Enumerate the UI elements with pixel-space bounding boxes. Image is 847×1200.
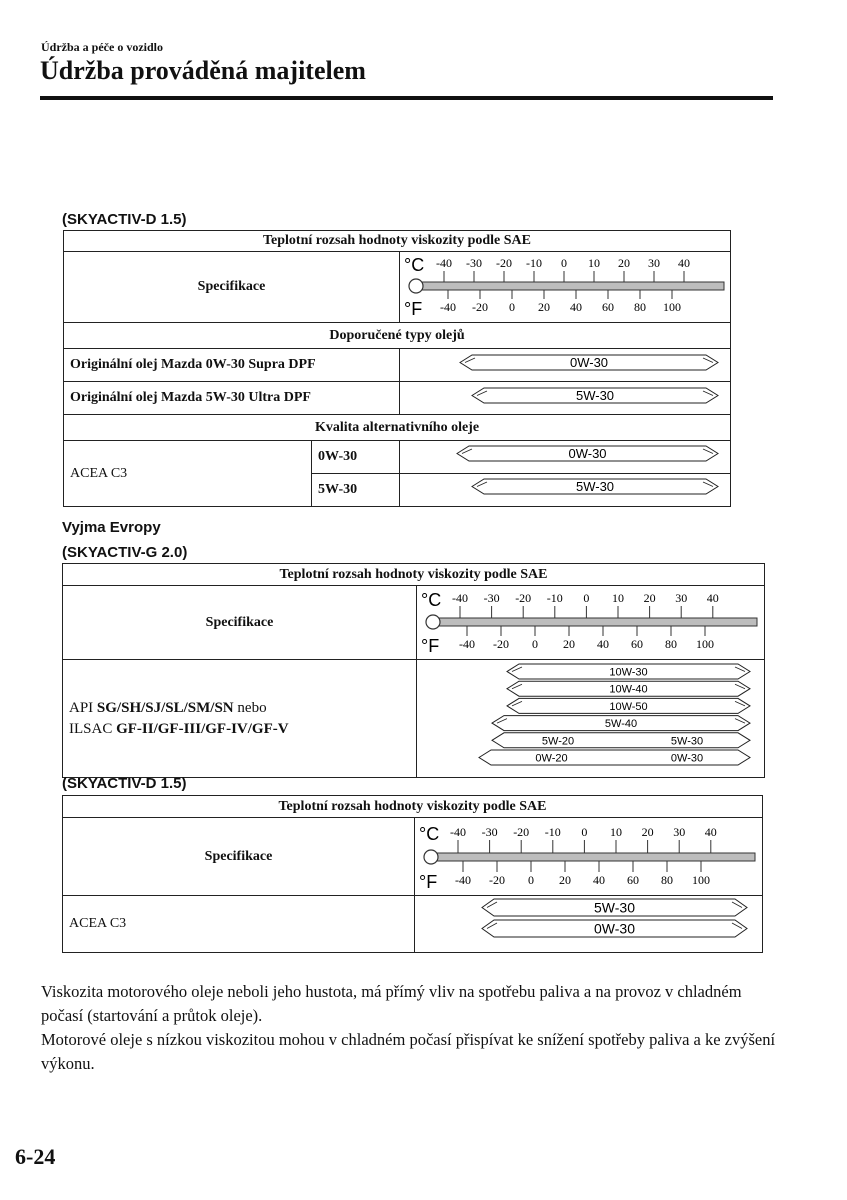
fahrenheit-tick-label: 80: [634, 300, 646, 314]
table1-alt-header: Kvalita alternativního oleje: [64, 415, 731, 441]
fahrenheit-tick-label: 60: [631, 637, 643, 651]
celsius-tick-label: 30: [648, 256, 660, 270]
celsius-tick-label: -30: [466, 256, 482, 270]
viscosity-bar-label: 10W-40: [609, 683, 648, 696]
fahrenheit-tick-label: -20: [493, 637, 509, 651]
table2-pre-label: Vyjma Evropy: [62, 519, 161, 536]
table1-row-name: Originální olej Mazda 5W-30 Ultra DPF: [64, 382, 400, 415]
temp-scale-svg: [417, 586, 765, 654]
celsius-tick-label: -10: [546, 591, 563, 605]
celsius-tick-label: -20: [496, 256, 512, 270]
viscosity-bar-label: 10W-30: [609, 666, 648, 679]
celsius-tick-label: 40: [704, 825, 717, 839]
table2-bars: [417, 660, 765, 772]
celsius-tick-label: 10: [588, 256, 600, 270]
celsius-tick-label: 0: [581, 825, 588, 839]
fahrenheit-tick-label: 80: [665, 637, 677, 651]
fahrenheit-unit: °F: [419, 872, 438, 890]
celsius-tick-label: 0: [561, 256, 567, 270]
celsius-tick-label: 40: [678, 256, 690, 270]
fahrenheit-ticks: [455, 873, 710, 887]
viscosity-bar-pair: [479, 750, 750, 765]
table2-temp-scale: [417, 586, 765, 660]
celsius-unit: °C: [419, 824, 440, 844]
paragraph: Viskozita motorového oleje neboli jeho hustota, má přímý vliv na spotřebu paliva a na provoz v chladném počasí (startování a průtok oleje).: [41, 982, 742, 1025]
table3-spec-label: Specifikace: [63, 818, 415, 896]
temp-scale-svg: [415, 818, 763, 890]
viscosity-bar: [472, 388, 718, 403]
fahrenheit-tick-label: -40: [440, 300, 456, 314]
table3-oil-spec: [62, 795, 763, 953]
fahrenheit-tick-label: -20: [472, 300, 488, 314]
viscosity-bar-label: 5W-30: [575, 479, 615, 495]
thermometer-tube: [435, 853, 755, 861]
table2-header: Teplotní rozsah hodnoty viskozity podle SAE: [63, 564, 765, 586]
fahrenheit-tick-label: 20: [563, 637, 575, 651]
fahrenheit-tick-label: -40: [455, 873, 471, 887]
viscosity-bar-label: 0W-30: [670, 752, 704, 765]
table1-alt-bar: [400, 474, 731, 501]
table3-spec: ACEA C3: [63, 896, 415, 953]
page-title: Údržba prováděná majitelem: [40, 56, 366, 85]
celsius-tick-label: 10: [610, 825, 622, 839]
table1-row-bar: [400, 382, 731, 409]
thermometer: [409, 271, 724, 299]
viscosity-bar: [507, 664, 750, 679]
celsius-tick-label: 30: [673, 825, 686, 839]
table3-header: Teplotní rozsah hodnoty viskozity podle SAE: [63, 796, 763, 818]
table1-label: (SKYACTIV-D 1.5): [62, 211, 187, 228]
thermometer-bulb: [424, 850, 438, 864]
fahrenheit-tick-label: 80: [661, 873, 673, 887]
fahrenheit-tick-label: 0: [509, 300, 515, 314]
fahrenheit-tick-label: 20: [538, 300, 550, 314]
fahrenheit-tick-label: 40: [597, 637, 609, 651]
thermometer-tube: [437, 618, 757, 626]
viscosity-bar: [482, 899, 747, 916]
viscosity-bar: [507, 698, 750, 713]
table2-spec: API SG/SH/SJ/SL/SM/SN nebo ILSAC GF-II/GF-III/GF-IV/GF-V: [63, 660, 417, 778]
page-number: 6-24: [15, 1144, 56, 1169]
thermometer-tube: [420, 282, 724, 290]
fahrenheit-ticks: [440, 300, 681, 314]
fahrenheit-ticks: [459, 637, 714, 651]
viscosity-bar-label: 0W-30: [568, 446, 607, 462]
fahrenheit-tick-label: 100: [696, 637, 714, 651]
table1-recommended-header: Doporučené typy olejů: [64, 323, 731, 349]
thermometer: [424, 840, 755, 872]
table3-temp-scale: [415, 818, 763, 896]
viscosity-bar-label: 5W-20: [541, 735, 575, 748]
temp-scale-svg: [400, 252, 731, 317]
section-header: Údržba a péče o vozidlo: [41, 40, 163, 54]
celsius-ticks: [450, 825, 717, 839]
fahrenheit-unit: °F: [421, 636, 440, 654]
viscosity-bar-label: 10W-50: [609, 700, 648, 713]
header-divider: [40, 96, 773, 100]
celsius-tick-label: 40: [706, 591, 719, 605]
viscosity-bar: [457, 446, 718, 461]
table2-spec-label: Specifikace: [63, 586, 417, 660]
viscosity-bar-pair: [492, 733, 750, 748]
celsius-tick-label: -10: [526, 256, 542, 270]
viscosity-bar-shape: [479, 750, 750, 765]
fahrenheit-tick-label: -20: [489, 873, 505, 887]
body-text: [41, 980, 781, 1076]
fahrenheit-tick-label: 100: [692, 873, 710, 887]
viscosity-bar-label: 0W-30: [594, 920, 635, 937]
table1-spec-label: Specifikace: [64, 252, 400, 323]
celsius-tick-label: 20: [641, 825, 654, 839]
celsius-ticks: [436, 256, 690, 270]
fahrenheit-tick-label: 20: [559, 873, 571, 887]
thermometer-bulb: [409, 279, 423, 293]
celsius-unit: °C: [404, 255, 425, 275]
viscosity-bar-label: 0W-20: [535, 752, 568, 765]
fahrenheit-tick-label: 40: [570, 300, 582, 314]
celsius-tick-label: -30: [483, 591, 500, 605]
fahrenheit-tick-label: 40: [593, 873, 605, 887]
celsius-tick-label: -20: [513, 825, 530, 839]
table2-oil-spec: [62, 563, 765, 778]
celsius-tick-label: 0: [583, 591, 590, 605]
viscosity-bar-label: 5W-30: [575, 388, 615, 404]
viscosity-bar-label: 5W-30: [594, 899, 635, 916]
table1-oil-spec: [63, 230, 731, 507]
viscosity-bar-label: 5W-40: [604, 718, 638, 731]
viscosity-bar-label: 0W-30: [569, 355, 609, 371]
thermometer: [426, 606, 757, 636]
thermometer-bulb: [426, 615, 440, 629]
celsius-tick-label: 30: [675, 591, 688, 605]
viscosity-bar-label: 5W-30: [670, 735, 704, 748]
table1-alt-grade: 5W-30: [312, 474, 400, 507]
fahrenheit-unit: °F: [404, 299, 423, 317]
celsius-unit: °C: [421, 590, 442, 610]
celsius-tick-label: -40: [436, 256, 452, 270]
celsius-tick-label: -30: [481, 825, 498, 839]
celsius-ticks: [452, 591, 719, 605]
viscosity-bar: [492, 716, 750, 731]
table1-temp-scale: [400, 252, 731, 323]
table1-alt-bar: [400, 441, 731, 468]
viscosity-bar: [472, 479, 718, 494]
table1-row-bar: [400, 349, 731, 376]
fahrenheit-tick-label: 0: [532, 637, 538, 651]
table1-alt-spec: ACEA C3: [64, 441, 312, 507]
fahrenheit-tick-label: -40: [459, 637, 475, 651]
celsius-tick-label: 20: [643, 591, 656, 605]
fahrenheit-tick-label: 60: [602, 300, 614, 314]
table1-alt-grade: 0W-30: [312, 441, 400, 474]
table2-label: (SKYACTIV-G 2.0): [62, 544, 188, 561]
table1-row-name: Originální olej Mazda 0W-30 Supra DPF: [64, 349, 400, 382]
celsius-tick-label: 20: [618, 256, 630, 270]
celsius-tick-label: 10: [612, 591, 624, 605]
viscosity-bar-shape: [492, 733, 750, 748]
celsius-tick-label: -20: [515, 591, 532, 605]
table1-header: Teplotní rozsah hodnoty viskozity podle SAE: [64, 231, 731, 252]
viscosity-bar: [482, 920, 747, 937]
celsius-tick-label: -10: [544, 825, 561, 839]
fahrenheit-tick-label: 60: [627, 873, 639, 887]
celsius-tick-label: -40: [452, 591, 468, 605]
celsius-tick-label: -40: [450, 825, 466, 839]
fahrenheit-tick-label: 0: [528, 873, 534, 887]
table3-label: (SKYACTIV-D 1.5): [62, 775, 187, 792]
viscosity-bar: [460, 355, 718, 370]
table3-bars: [415, 896, 763, 947]
paragraph: Motorové oleje s nízkou viskozitou mohou v chladném počasí přispívat ke snížení spotřeby paliva a ke zvýšení výkonu.: [41, 1030, 776, 1073]
fahrenheit-tick-label: 100: [663, 300, 681, 314]
viscosity-bar: [507, 681, 750, 696]
